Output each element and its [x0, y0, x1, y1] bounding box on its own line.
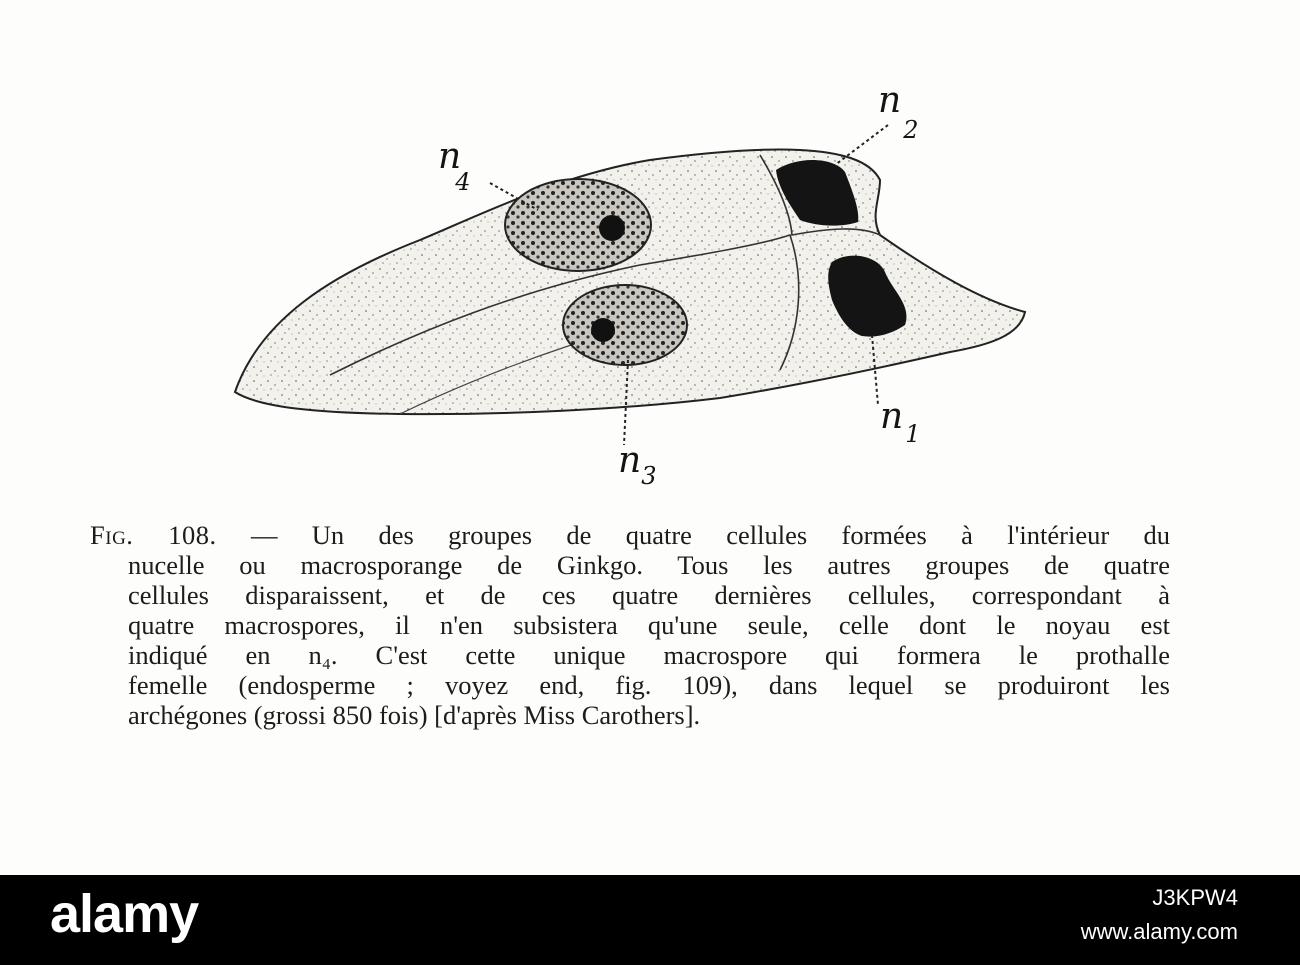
figure-caption: [90, 520, 1170, 730]
label-n2: n2: [878, 80, 919, 144]
caption-line: cellules disparaissent, et de ces quatre dernières cellules, correspondant à: [128, 580, 1170, 610]
nucleolus-n4: [599, 215, 625, 241]
caption-line: femelle (endosperme ; voyez end, fig. 109), dans lequel se produiront les: [128, 670, 1170, 700]
caption-line: archégones (grossi 850 fois) [d'après Miss Carothers].: [128, 700, 701, 730]
nucleolus-n3: [591, 318, 615, 342]
alamy-logo: alamy: [50, 884, 199, 944]
figure-number: Fig. 108.: [90, 520, 217, 550]
caption-line: indiqué en n₄. C'est cette unique macrospore qui formera le prothalle: [128, 640, 1170, 670]
nucleus-n4: [505, 179, 651, 271]
nucleus-n3: [563, 285, 687, 365]
caption-line: Fig. 108. — Un des groupes de quatre cellules formées à l'intérieur du: [90, 520, 1170, 550]
caption-line: nucelle ou macrosporange de Ginkgo. Tous les autres groupes de quatre: [128, 550, 1170, 580]
stock-footer-bar: [0, 875, 1300, 965]
cell-group-outline: [235, 149, 1025, 414]
leader-n2: [835, 125, 888, 165]
label-n1: n1: [880, 396, 921, 448]
caption-line: quatre macrospores, il n'en subsistera qu'une seule, celle dont le noyau est: [128, 610, 1170, 640]
image-id: J3KPW4: [1152, 885, 1238, 910]
footer-url: www.alamy.com: [1080, 919, 1238, 944]
label-n4: n 4: [438, 136, 471, 196]
label-n3: n3: [618, 440, 657, 490]
